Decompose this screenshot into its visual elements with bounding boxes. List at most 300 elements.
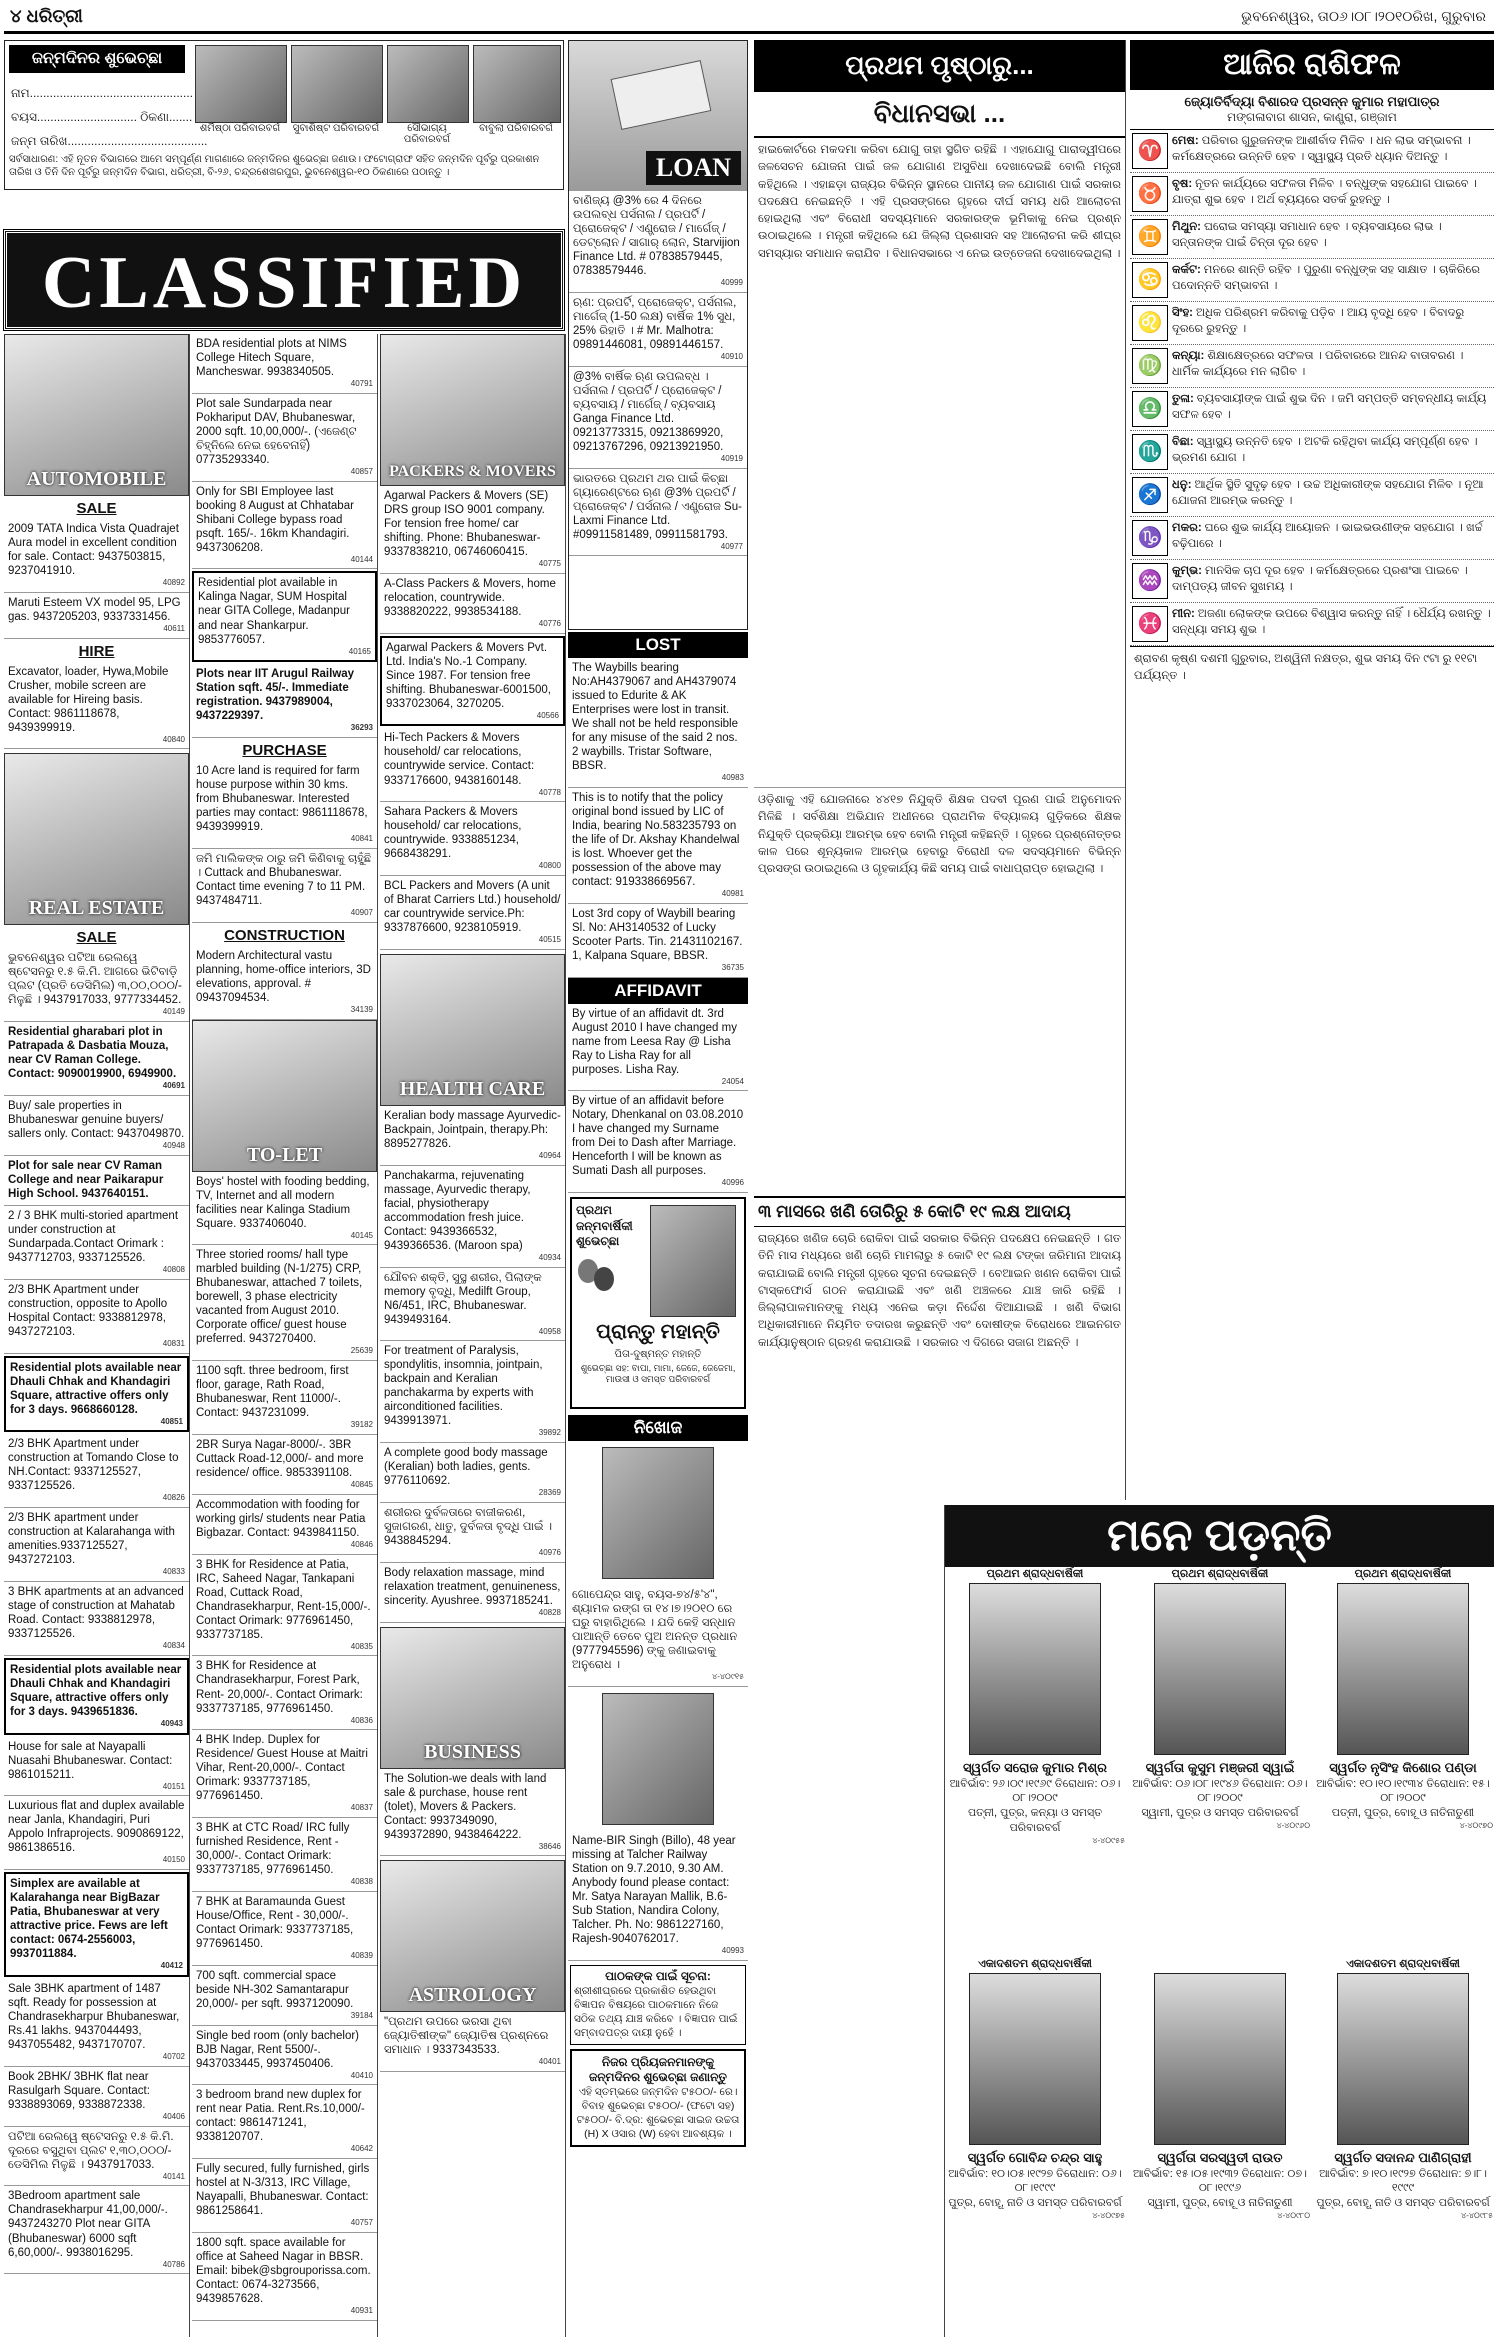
memorial-dates: ଆବିର୍ଭାବ: ୨୬।୦୯।୧୯୬୯ ତିରୋଧାନ: ୦୬।୦୮।୨୦୦୯	[949, 1777, 1121, 1805]
zodiac-text: ନୂତନ କାର୍ଯ୍ୟରେ ସଫଳତା ମିଳିବ । ବନ୍ଧୁଙ୍କ ସହଯୋଗ ପାଇବେ । ଯାତ୍ରା ଶୁଭ ହେବ । ଅର୍ଥ ବ୍ୟୟରେ ସତର୍କ ରୁହନ୍ତୁ ।	[1172, 178, 1477, 207]
ad-text: 3 BHK for Residence at Chandrasekharpur, Forest Park, Rent- 20,000/-. Contact Orimark: 9337737185, 9776961450.	[196, 1660, 363, 1715]
page-header	[4, 0, 1494, 34]
memorial-section	[944, 1505, 1494, 2337]
loan-banner-image	[569, 41, 747, 191]
ad-text: ଜମି ମାଲିକଙ୍କ ଠାରୁ ଜମି କିଣିବାକୁ ଚାହୁଁଛି । Cuttack and Bhubaneswar. Contact time evening 7 to 11 PM. 9437484711.	[196, 852, 372, 907]
classified-ad	[380, 802, 565, 876]
reader-info-heading: ପାଠକଙ୍କ ପାଇଁ ସୂଚନା:	[605, 1968, 711, 1983]
zodiac-text: ପରିବାର ଗୁରୁଜନଙ୍କ ଆଶୀର୍ବାଦ ମିଳିବ । ଧନ ଲାଭ ସମ୍ଭାବନା । କର୍ମକ୍ଷେତ୍ରରେ ଉନ୍ନତି ହେବ । ସ୍ୱାସ୍ଥ୍ୟ ପ୍ରତି ଧ୍ୟାନ ଦିଅନ୍ତୁ ।	[1172, 135, 1471, 164]
memorial-photo	[969, 1973, 1101, 2145]
ad-text: House for sale at Nayapalli Nuasahi Bhubaneswar. Contact: 9861015211.	[8, 1740, 173, 1781]
loan-section	[568, 40, 748, 630]
classified-ad	[192, 2233, 377, 2321]
memorial-dates: ଆବିର୍ଭାବ: ୧୫।୦୫।୧୯୩୨ ତିରୋଧାନ: ୦୭।୦୮।୧୯୯୬	[1132, 2167, 1308, 2195]
ad-text: "ପ୍ରଥମ ଉପରେ ଭରସା ଥିବା ଜ୍ୟୋତିଷୀଙ୍କ" ଜ୍ୟୋତିଷ ପ୍ରଶ୍ନରେ ସମାଧାନ । 9337343533.	[384, 2016, 549, 2057]
purchase-heading: PURCHASE	[242, 742, 327, 760]
ad-text: Buy/ sale properties in Bhubaneswar genuine buyers/ sallers only. Contact: 9437049870.	[8, 1100, 185, 1141]
classified-ad	[4, 1096, 189, 1156]
ad-text: Plot for sale near CV Raman College and near Paikarapur High School. 9437640151.	[8, 1159, 164, 1200]
zodiac-icon: ♊	[1132, 219, 1168, 255]
memorial-code: ୪-୪୦୯୭୫	[1092, 2211, 1125, 2221]
zodiac-name: କୁମ୍ଭ:	[1172, 565, 1202, 577]
classified-ad	[192, 849, 377, 923]
automobile-hire-ads	[4, 662, 189, 750]
zodiac-sign	[1130, 130, 1494, 173]
zodiac-icon: ♌	[1132, 305, 1168, 341]
classified-ad	[192, 2085, 377, 2159]
zodiac-icon: ♏	[1132, 434, 1168, 470]
currency-note-icon	[611, 60, 712, 130]
memorial-dates: ଆବିର୍ଭାବ: ୭।୧୦।୧୯୨୭ ତିରୋଧାନ: ୭।୮।୧୯୯୯	[1319, 2167, 1487, 2195]
ad-code: 40833	[162, 1567, 185, 1577]
classified-ad	[380, 728, 565, 802]
ad-text: Residential plots available near Dhauli Chhak and Khandagiri Square, attractive offers only for 3 days. 9439651836.	[10, 1663, 182, 1718]
memorial-entry	[1313, 1957, 1493, 2222]
zodiac-name: ସିଂହ:	[1172, 307, 1193, 319]
affidavit-ads	[568, 1004, 748, 1194]
memorial-dates: ଆବିର୍ଭାବ: ୦୬।୦୮।୧୯୪୬ ତିରୋଧାନ: ୦୬।୦୮।୨୦୦୯	[1132, 1777, 1308, 1805]
memorial-family: ପତ୍ନୀ, ପୁତ୍ର, କନ୍ୟା ଓ ସମସ୍ତ ପରିବାରବର୍ଗ	[967, 1807, 1103, 1835]
zodiac-name: କନ୍ୟା:	[1172, 350, 1205, 362]
memorial-tag: ପ୍ରଥମ ଶ୍ରାଦ୍ଧବାର୍ଷିକୀ	[1171, 1568, 1269, 1580]
classified-ad	[192, 2026, 377, 2086]
front-page-continuation	[754, 40, 1126, 1500]
ad-code: 40838	[350, 1877, 373, 1887]
astrology-image	[380, 1860, 565, 2012]
ad-code: 40566	[536, 710, 559, 720]
ad-text: 1800 sqft. space available for office at Saheed Nagar in BBSR. Email: bibek@sbgrouporissa.com. Contact: 0674-3273566, 9439857628.	[196, 2236, 371, 2306]
ad-text: Sale 3BHK apartment of 1487 sqft. Ready for possession at Chandrasekharpur Bhubaneswar, Rs.41 lakhs. 9437044493, 9437055482, 9437170707.	[8, 1983, 180, 2052]
ad-text: The Waybills bearing No:AH4379067 and AH4379074 issued to Edurite & AK Enterprises were lost in transit. We shall not be held responsible for any misuse of the said 2 nos. 2 waybills. Tristar Software, BBSR.	[572, 662, 739, 773]
zodiac-name: ମେଷ:	[1172, 135, 1199, 147]
memorial-name: ସ୍ୱର୍ଗତ ସରୋଜ କୁମାର ମିଶ୍ର	[962, 1760, 1108, 1775]
memorial-dates: ଆବିର୍ଭାବ: ୧୦।୦୫।୧୯୨୭ ତିରୋଧାନ: ୦୬।୦୮।୧୯୯୯	[948, 2167, 1122, 2195]
loan-ads	[569, 191, 747, 556]
zodiac-icon: ♈	[1132, 133, 1168, 169]
classified-ad	[4, 1434, 189, 1508]
classified-ad	[4, 593, 189, 639]
zodiac-name: ବିଛା:	[1172, 436, 1194, 448]
ad-code: 40834	[162, 1641, 185, 1651]
ad-code: 39892	[538, 1428, 561, 1438]
classified-ad	[4, 2127, 189, 2187]
classified-ad	[380, 1166, 565, 1268]
missing-ad: Name-BIR Singh (Billo), 48 year missing at Talcher Railway Station on 9.7.2010, 9.30 AM. Anybody found please contact: Mr. Satya Narayan Mallik, B.6-Sub Station, Nandira Colony, Talcher. Ph. No: 9861227160, Rajesh-9040762017. 40993	[568, 1831, 748, 1961]
ad-text: Residential plot available in Kalinga Nagar, SUM Hospital near GITA College, Madanpur and near Shankarpur. 9853776057.	[198, 577, 350, 646]
memorial-family: ପତ୍ନୀ, ପୁତ୍ର, ବୋହୂ ଓ ନାତିନାତୁଣୀ	[1331, 1807, 1475, 1820]
loan-label: LOAN	[646, 151, 741, 185]
ad-text: 3 BHK apartments at an advanced stage of construction at Mahatab Road. Contact: 9338812978, 9337125526.	[8, 1585, 184, 1640]
ad-code: 40144	[350, 554, 373, 564]
classified-ad	[569, 191, 747, 293]
classified-ad	[192, 1495, 377, 1555]
ad-code: 40839	[350, 1950, 373, 1960]
ad-code: 40776	[538, 618, 561, 628]
zodiac-icon: ♍	[1132, 348, 1168, 384]
ad-text: Sahara Packers & Movers household/ car relocations, countrywide. 9338851234, 9668438291.	[384, 806, 522, 861]
ad-code: 40983	[721, 773, 744, 783]
zodiac-text: ମନରେ ଶାନ୍ତି ରହିବ । ପୁରୁଣା ବନ୍ଧୁଙ୍କ ସହ ସାକ୍ଷାତ । ଚାକିରିରେ ପଦୋନ୍ନତି ସମ୍ଭାବନା ।	[1172, 264, 1480, 293]
lost-ads	[568, 658, 748, 978]
classified-ad	[192, 1966, 377, 2026]
ad-text: 2 / 3 BHK multi-storied apartment under construction at Sundarpada.Contact Orimark : 9437712703, 9337125526.	[8, 1209, 179, 1264]
ad-code: 40996	[721, 1178, 744, 1188]
zodiac-text: ଅଜଣା ଲୋକଙ୍କ ଉପରେ ବିଶ୍ୱାସ କରନ୍ତୁ ନାହିଁ । ଧୈର୍ଯ୍ୟ ରଖନ୍ତୁ । ସନ୍ଧ୍ୟା ସମୟ ଶୁଭ ।	[1172, 608, 1491, 637]
birthday-form	[11, 81, 208, 153]
zodiac-text: ବ୍ୟବସାୟୀଙ୍କ ପାଇଁ ଶୁଭ ଦିନ । ଜମି ସମ୍ପତ୍ତି ସମ୍ବନ୍ଧୀୟ କାର୍ଯ୍ୟ ସଫଳ ହେବ ।	[1172, 393, 1487, 422]
classified-ad	[4, 1022, 189, 1096]
horoscope-address: ମଙ୍ଗଳାବାଗ ଶାସନ, କାଣ୍ଡ୍ରା, ଗଞ୍ଜାମ	[1130, 110, 1494, 130]
horoscope-title: ଆଜିର ରାଶିଫଳ	[1130, 40, 1494, 90]
missing-ad: ଗୋପେନ୍ଦ୍ର ସାହୁ, ବୟସ-୭୪/୫'୪", ଶ୍ୟାମଳ ରଙ୍ଗ ତା ୧୪।୭।୨୦୧୦ ରେ ଘରୁ ବାହାରିଥିଲେ । ଯଦି କେହି ସନ୍ଧାନ ପାଆନ୍ତି ତେବେ ପୁଅ ଅନନ୍ତ ପ୍ରଧାନ (9777945596) ଙ୍କୁ ଜଣାଇବାକୁ ଅନୁରୋଧ । ୪-୪୦୯୧୫	[568, 1585, 748, 1687]
ad-code: 40958	[538, 1326, 561, 1336]
memorial-photo	[1154, 1583, 1286, 1755]
ad-text: ବାଣିଜ୍ୟ @3% ରେ 4 ଦିନରେ ଉପଲବ୍ଧ ପର୍ସନାଲ / ପ୍ରପର୍ଟି / ପ୍ରୋଜେକ୍ଟ / ଏଣ୍ଡ୍ରୋଜ / ମାର୍ଗେଜ୍ / ଡେଟ୍‌ଲୋନ / ସାଗାର୍‌ ଲୋନ, Starvijion Finance Ltd. # 07838579445, 07838579446.	[573, 195, 740, 278]
zodiac-name: କର୍କଟ:	[1172, 264, 1201, 276]
ad-text: 3 bedroom brand new duplex for rent near Patia. Rent.Rs.10,000/- contact: 9861471241, 9338120707.	[196, 2089, 365, 2144]
memorial-photo	[969, 1583, 1101, 1755]
ad-text: Excavator, loader, Hywa,Mobile Crusher, mobile screen are available for Hireing basis. Contact: 9861118678, 9439399919.	[8, 665, 169, 734]
classified-ad	[192, 1656, 377, 1730]
real-estate-label: REAL ESTATE	[28, 897, 165, 920]
dateline: ଭୁବନେଶ୍ୱର, ତା୦୬।୦୮।୨୦୧୦ରିଖ, ଗୁରୁବାର	[1241, 8, 1486, 24]
zodiac-text: ଘରୋଇ ସମସ୍ୟା ସମାଧାନ ହେବ । ବ୍ୟବସାୟରେ ଲାଭ । ସନ୍ତାନଙ୍କ ପାଇଁ ଚିନ୍ତା ଦୂର ହେବ ।	[1172, 221, 1442, 250]
ad-text: 10 Acre land is required for farm house purpose within 30 kms. from Bhubaneswar. Interested parties may contact: 9861118678, 9439399919.	[196, 765, 368, 834]
ad-text: ଯୌବନ ଶକ୍ତି, ସୁସ୍ଥ ଶରୀର, ପିଲାଙ୍କ memory ବୃଦ୍ଧି, Medilft Group, N6/451, IRC, Bhubaneswar. 9439493164.	[384, 1271, 542, 1326]
to-let-label: TO-LET	[246, 1143, 323, 1166]
ad-text: Fully secured, fully furnished, girls hostel at N-3/313, IRC Village, Nayapalli, Bhubaneswar. Contact: 9861258641.	[196, 2163, 370, 2218]
zodiac-sign	[1130, 259, 1494, 302]
ad-code: 40145	[350, 1230, 373, 1240]
ad-code: 40934	[538, 1252, 561, 1262]
ad-text: 2/3 BHK apartment under construction at Kalarahanga with amenities.9337125527, 9437272103.	[8, 1512, 175, 1567]
ad-text: 4 BHK Indep. Duplex for Residence/ Guest House at Maitri Vihar, Rent-20,000/-. Contact Orimark: 9337737185, 9776961450.	[196, 1734, 368, 1803]
ad-code: 40800	[538, 861, 561, 871]
memorial-name: ସ୍ୱର୍ଗତା ସରସ୍ୱତୀ ରାଉତ	[1157, 2150, 1283, 2165]
ad-code: 40150	[162, 1855, 185, 1865]
ad-text: 2BR Surya Nagar-8000/-. 3BR Cuttack Road-12,000/- and more residence/ office. 9853391108.	[196, 1439, 364, 1480]
memorial-photo	[1337, 1583, 1469, 1755]
classified-ad	[4, 2067, 189, 2127]
reader-info-text: ଶ୍ରୀଶୀଘ୍ରରେ ପ୍ରକାଶିତ ହେଉଥିବା ବିଜ୍ଞାପନ ବିଷୟରେ ପାଠକମାନେ ନିଜେ ସଠିକ ତଥ୍ୟ ଯାଞ୍ଚ କରିବେ । ବିଜ୍ଞାପନ ପାଇଁ ସମ୍ବାଦପତ୍ର ଦାୟୀ ନୁହେଁ ।	[574, 1984, 738, 2040]
reader-info-box	[570, 1965, 746, 2045]
baby-photo	[650, 1205, 736, 1317]
ad-code: 40149	[162, 1007, 185, 1017]
classified-ad	[4, 1508, 189, 1582]
classified-ad	[192, 1361, 377, 1435]
missing-person-photo	[602, 1447, 714, 1579]
ad-text: @3% ବାର୍ଷିକ ଋଣ ଉପଲବ୍ଧ । ପର୍ସନାଲ / ପ୍ରପର୍ଟି / ପ୍ରୋଜେକ୍ଟ / ବ୍ୟବସାୟ / ମାର୍ଗେଜ୍ / ବ୍ୟବସାୟ Ganga Finance Ltd. 09213773315, 09213869920, 09213767296, 09213921950.	[573, 370, 724, 453]
ad-code: 40857	[350, 466, 373, 476]
zodiac-icon: ♓	[1132, 606, 1168, 642]
ad-code: 40977	[720, 541, 743, 551]
classified-ad	[568, 1091, 748, 1193]
memorial-name: ସ୍ୱର୍ଗତା କୁସୁମ ମଞ୍ଜରୀ ସ୍ୱାଇଁ	[1145, 1760, 1295, 1775]
ad-text: Three storied rooms/ hall type marbled building (N-1/275) CRP, Bhubaneswar, attached 7 toilets, borewell, 3 phase electricity vacanted from August 2010. Corporate office/ guest house preferred. 9437270400.	[196, 1249, 363, 1346]
classified-ad	[192, 1730, 377, 1818]
zodiac-name: ତୁଳା:	[1172, 393, 1194, 405]
classified-ad	[192, 482, 377, 570]
ad-text: Panchakarma, rejuvenating massage, Ayurvedic therapy, facial, physiotherapy accommodation fresh juice. Contact: 9439366532, 9439366536. (Maroon spa)	[384, 1169, 531, 1252]
ad-code: 24054	[721, 1076, 744, 1086]
ad-text: Residential gharabari plot in Patrapada & Dasbatia Mouza, near CV Raman College. Contact: 9090019900, 6949900.	[8, 1026, 177, 1081]
ad-text: ଭୁବନେଶ୍ୱର ପଟିଆ ରେଲୱେ ଷ୍ଟେସନରୁ ୧.୫ କି.ମି. ଆଗରେ ଭିଟିବାଡ଼ି ପ୍ଲଟ (ପ୍ରତି ଡେସିମିଲ) ୩,୦୦,୦୦୦/- ମିଳୁଛି । 9437917033, 9777334452.	[8, 952, 182, 1007]
ad-code: 40691	[162, 1081, 185, 1091]
business-ads	[380, 1769, 565, 1857]
ad-code: 40791	[350, 379, 373, 389]
zodiac-name: ମିଥୁନ:	[1172, 221, 1201, 233]
classified-ad	[380, 1503, 565, 1563]
ad-text: ଋଣ: ପ୍ରପର୍ଟି, ପ୍ରୋଜେକ୍ଟ, ପର୍ସନାଲ, ମାର୍ଗେଜ୍ (1-50 ଲକ୍ଷ) ବାର୍ଷିକ 1% ସୁଧ, 25% ରିହାତି । # Mr. Malhotra: 09891446081, 09891446157.	[573, 296, 737, 351]
ad-code: 40837	[350, 1803, 373, 1813]
classified-ad	[4, 1658, 189, 1735]
mining-headline: ୩ ମାସରେ ଖଣି ତୋରିରୁ ୫ କୋଟି ୧୯ ଲକ୍ଷ ଆଦାୟ	[754, 1196, 1125, 1227]
ad-code: 40141	[162, 2171, 185, 2181]
child-caption: ସୌଭାଗ୍ୟ ପରିବାରବର୍ଗ	[403, 123, 451, 145]
ad-text: Boys' hostel with fooding bedding, TV, Internet and all modern facilities near Kalinga Stadium Square. 9337406040.	[196, 1175, 370, 1230]
ad-code: 40840	[162, 734, 185, 744]
front-subtitle: ବିଧାନସଭା ...	[754, 92, 1125, 138]
ad-text: Modern Architectural vastu planning, home-office interiors, 3D elevations, approval. # 09437094534.	[196, 949, 371, 1004]
ad-text: 3 BHK for Residence at Patia, IRC, Saheed Nagar, Tankapani Road, Cuttack Road, Chandrasekharpur, Rent-15,000/-. Contact Orimark: 9776961450, 9337737185.	[196, 1558, 371, 1641]
memorial-entry	[945, 1957, 1125, 2222]
astrology-label: ASTROLOGY	[408, 1984, 537, 2007]
ad-text: A complete good body massage (Keralian) both ladies, gents. 9776110692.	[384, 1447, 548, 1488]
ad-code: 40412	[160, 1961, 183, 1971]
memorial-entry	[1130, 1957, 1310, 2222]
classified-ad	[192, 571, 377, 662]
ad-text: Plot sale Sundarpada near Pokhariput DAV, Bhubaneswar, 2000 sqft. 10,00,000/-. (ଏଜେଣ୍ଟ ଚିହ୍ନିଲେ ନେଇ ହେବେନାହିଁ) 07735293340.	[196, 397, 357, 466]
ad-text: For treatment of Paralysis, spondylitis, insomnia, jointpain, backpain and Keralian panchakarma by experts with airconditioned facilities. 9439913971.	[384, 1345, 543, 1428]
zodiac-text: ମାନସିକ ଚାପ ଦୂର ହେବ । କର୍ମକ୍ଷେତ୍ରରେ ପ୍ରଶଂସା ପାଇବେ । ଦାମ୍ପତ୍ୟ ଜୀବନ ସୁଖମୟ ।	[1172, 565, 1468, 594]
form-age-line: ବୟସ.............................. ଠିକଣା.......	[11, 110, 193, 124]
ad-code: 40642	[350, 2144, 373, 2154]
ad-code: 40151	[162, 1781, 185, 1791]
real-estate-image	[4, 753, 189, 925]
ad-text: By virtue of an affidavit dt. 3rd August 2010 I have changed my name from Leesa Ray @ Lisha Ray to Lisha Ray for all purposes. Lisha Ray.	[572, 1007, 737, 1076]
ad-code: 40778	[538, 787, 561, 797]
form-name-line: ନାମ.................................................	[11, 86, 193, 100]
ad-code: 40702	[162, 2052, 185, 2062]
packers-ads	[380, 486, 565, 950]
ad-text: Only for SBI Employee last booking 8 August at Chhatabar Shibani College bypass road psqft. 165/-. 16km Khandagiri. 9437306208.	[196, 485, 354, 554]
classified-ad	[4, 1582, 189, 1656]
ad-code: 40931	[350, 2306, 373, 2316]
lost-heading: LOST	[568, 632, 748, 658]
classified-ad	[192, 1245, 377, 1361]
classified-ad	[568, 1004, 748, 1092]
ad-code: 40892	[162, 578, 185, 588]
classified-ad	[380, 1268, 565, 1342]
ad-text: 3 BHK at CTC Road/ IRC fully furnished Residence, Rent - 30,000/-. Contact Orimark: 9337737185, 9776961450.	[196, 1822, 350, 1877]
classified-ad	[192, 946, 377, 1020]
classified-ad	[4, 1280, 189, 1354]
zodiac-icon: ♉	[1132, 176, 1168, 212]
panji: ଶ୍ରାବଣ କୃଷ୍ଣ ଦଶମୀ ଗୁରୁବାର, ଅଶ୍ୱିନୀ ନକ୍ଷତ୍ର, ଶୁଭ ସମୟ ଦିନ ୯ଟା ରୁ ୧୧ଟା ପର୍ଯ୍ୟନ୍ତ ।	[1130, 646, 1494, 688]
affidavit-heading: AFFIDAVIT	[568, 978, 748, 1004]
memorial-photo	[1154, 1973, 1286, 2145]
classified-ad	[4, 662, 189, 750]
memorial-code: ୪-୪୦୯୫୫	[1092, 1835, 1125, 1845]
rate-box-text: ଏହି ସ୍ତମ୍ଭରେ ଜନ୍ମଦିନ ଟ୫୦୦/- ରେ। ବିବାହ ଶୁଭେଚ୍ଛା ଟ୫୦୦/- (ଫଟୋ ସହ) ଟ୫୦୦/- ବି.ଦ୍ର: ଶୁଭେଚ୍ଛା ସାଇଜ ଉଚ୍ଚତା (H) X ଓସାର (W) ହେବା ଆବଶ୍ୟକ ।	[576, 2085, 740, 2141]
purchase-ads	[192, 761, 377, 923]
classified-ad	[192, 1172, 377, 1246]
classified-ad	[569, 469, 747, 557]
ad-text: Book 2BHK/ 3BHK flat near Rasulgarh Square. Contact: 9338893069, 9338872338.	[8, 2070, 150, 2111]
ad-text: Agarwal Packers & Movers (SE) DRS group ISO 9001 company. For tension free home/ car shifting. Phone: Bhubaneswar- 9337838210, 06746060415.	[384, 490, 549, 559]
rate-box	[570, 2049, 746, 2148]
ad-code: 40910	[720, 351, 743, 361]
memorial-entry	[945, 1567, 1125, 1847]
front-body-1: ହାଇକୋର୍ଟରେ ମକଦମା କରିବା ଯୋଗୁ ତାହା ସ୍ଥଗିତ ରହିଛି । ଏହାଯୋଗୁ ପାରାଦ୍ୱୀପରେ ଜଳସେଚନ ଯୋଜନା ପାଇଁ ଜଳ ଯୋଗାଣ ଅସୁବିଧା ଦେଖାଦେଇଛି ବୋଲି ମନ୍ତ୍ରୀ କହିଥିଲେ । ଏହାଛଡ଼ା ରାଜ୍ୟର ବିଭିନ୍ନ ସ୍ଥାନରେ ପାନୀୟ ଜଳ ଯୋଗାଣ ପାଇଁ ସରକାର ପଦକ୍ଷେପ ନେଇଛନ୍ତି । ଏହି ପ୍ରସଙ୍ଗରେ ଗୃହରେ ଦୀର୍ଘ ସମୟ ଧରି ଆଲୋଚନା ହୋଇଥିଲା ଏବଂ ବିରୋଧୀ ସଦସ୍ୟମାନେ ସରକାରଙ୍କ ଭୂମିକାକୁ ନେଇ ପ୍ରଶ୍ନ ଉଠାଇଥିଲେ । ମନ୍ତ୍ରୀ କହିଥିଲେ ଯେ ଜିଲ୍ଲା ପ୍ରଶାସନ ସହ ଆଲୋଚନା କରି ଶୀଘ୍ର ସମସ୍ୟାର ସମାଧାନ କରାଯିବ । ବିଧାନସଭାରେ ଏ ନେଇ ଉତ୍ତେଜନା ଦେଖାଦେଇଥିଲା ।	[758, 144, 1121, 260]
memorial-name: ସ୍ୱର୍ଗତ ଗୋବିନ୍ଦ ଚନ୍ଦ୍ର ସାହୁ	[967, 2150, 1103, 2165]
ad-code: 40976	[538, 1548, 561, 1558]
ad-code: 40835	[350, 1641, 373, 1651]
ad-text: Residential plots available near Dhauli Chhak and Khandagiri Square, attractive offers only for 3 days. 9668660128.	[10, 1361, 182, 1416]
ad-text: Simplex are available at Kalarahanga near BigBazar Patia, Bhubaneswar at very attractive price. Fews are left contact: 0674-2556003, 9937011884.	[10, 1878, 168, 1961]
ad-code: 40828	[538, 1607, 561, 1617]
ad-text: Accommodation with fooding for working girls/ students near Patia Bigbazar. Contact: 9439841150.	[196, 1498, 366, 1539]
zodiac-text: ସ୍ୱାସ୍ଥ୍ୟ ଉନ୍ନତି ହେବ । ଅଟକି ରହିଥିବା କାର୍ଯ୍ୟ ସମ୍ପୂର୍ଣ୍ଣ ହେବ । ଭ୍ରମଣ ଯୋଗ ।	[1172, 436, 1478, 465]
memorial-dates: ଆବିର୍ଭାବ: ୧୦।୧୦।୧୯୩୪ ତିରୋଧାନ: ୧୫।୦୮।୨୦୦୯	[1316, 1777, 1490, 1805]
classified-ad	[4, 1156, 189, 1206]
memorial-code: ୪-୪୦୯୮୫	[1461, 2211, 1493, 2221]
health-care-image	[380, 954, 565, 1106]
ad-code: 39184	[350, 2010, 373, 2020]
ad-text: 2/3 BHK Apartment under construction at Tomando Close to NH.Contact: 9337125527, 9337125526.	[8, 1438, 179, 1493]
balloons-icon	[578, 1259, 618, 1315]
automobile-image	[4, 334, 189, 496]
memorial-tag: ଏକାଦଶତମ ଶ୍ରାଦ୍ଧବାର୍ଷିକୀ	[978, 1958, 1092, 1970]
ad-code: 40841	[350, 834, 373, 844]
ad-code: 40401	[538, 2057, 561, 2067]
column-plots-tolet	[192, 334, 378, 2337]
ad-code: 40831	[162, 1338, 185, 1348]
zodiac-sign	[1130, 560, 1494, 603]
classified-banner: CLASSIFIED	[4, 230, 564, 330]
missing-person-photo	[602, 1693, 714, 1825]
zodiac-sign	[1130, 474, 1494, 517]
ad-code: 40851	[160, 1416, 183, 1426]
memorial-tag: ପ୍ରଥମ ଶ୍ରାଦ୍ଧବାର୍ଷିକୀ	[1354, 1568, 1452, 1580]
memorial-tag: ଏକାଦଶତମ ଶ୍ରାଦ୍ଧବାର୍ଷିକୀ	[1346, 1958, 1460, 1970]
zodiac-sign	[1130, 173, 1494, 216]
ad-text: 1100 sqft. three bedroom, first floor, garage, Rath Road, Bhubaneswar, Rent 11000/-. Contact: 9437231099.	[196, 1365, 349, 1420]
classified-ad	[192, 1892, 377, 1966]
classified-ad	[192, 1818, 377, 1892]
memorial-entry	[1130, 1567, 1310, 1832]
zodiac-sign	[1130, 517, 1494, 560]
baby-name: ପ୍ରାନ୍ତୁ ମହାନ୍ତି	[596, 1321, 720, 1344]
zodiac-name: ଧନୁ:	[1172, 479, 1192, 491]
classified-ad	[380, 2012, 565, 2072]
zodiac-icon: ♎	[1132, 391, 1168, 427]
construction-ads	[192, 946, 377, 1020]
astrology-ads	[380, 2012, 565, 2072]
classified-ad	[192, 334, 377, 394]
classified-ad	[192, 761, 377, 849]
memorial-family: ପୁତ୍ର, ବୋହୂ, ନାତି ଓ ସମସ୍ତ ପରିବାରବର୍ଗ	[1316, 2197, 1490, 2210]
birthday-note: ସର୍ବସାଧାରଣ: ଏହି ନୂତନ ବିଭାଗରେ ଆମେ ସମ୍ପୂର୍ଣ୍ଣ ମାଗଣାରେ ଜନ୍ମଦିନର ଶୁଭେଚ୍ଛା ଜଣାଉ। ଫଟୋଗ୍ରାଫ ସହିତ ଜନ୍ମଦିନ ପୂର୍ବରୁ ପ୍ରକାଶନ ତାରିଖ ଓ ତିନି ଦିନ ପୂର୍ବରୁ ଜନ୍ମଦିନ ବିଭାଗ, ଧରିତ୍ରୀ, ବି-୨୬, ଚନ୍ଦ୍ରଶେଖରପୁର, ଭୁବନେଶ୍ୱର-୧୦ ଠିକଣାରେ ପଠାନ୍ତୁ ।	[9, 154, 540, 178]
zodiac-sign	[1130, 603, 1494, 646]
real-estate-sale-heading: SALE	[76, 929, 117, 947]
classified-ad	[380, 1106, 565, 1166]
zodiac-name: ବୃଷ:	[1172, 178, 1193, 190]
ad-text: 2/3 BHK Apartment under construction, opposite to Apollo Hospital Contact: 9338812978, 9437272103.	[8, 1283, 168, 1338]
memorial-photo	[1337, 1973, 1469, 2145]
ad-code: 40515	[538, 935, 561, 945]
ad-code: 40410	[350, 2070, 373, 2080]
ad-code: 40775	[538, 559, 561, 569]
memorial-family: ପୁତ୍ର, ବୋହୂ, ନାତି ଓ ସମସ୍ତ ପରିବାରବର୍ଗ	[948, 2197, 1122, 2210]
missing-heading: ନିଖୋଜ	[568, 1415, 748, 1441]
ad-code: 36735	[721, 962, 744, 972]
ad-code: 40846	[350, 1539, 373, 1549]
ad-text: Body relaxation massage, mind relaxation treatment, genuineness, sincerity. Ayushree. 9937185241.	[384, 1566, 561, 1607]
memorial-tag	[1130, 1957, 1310, 1973]
child-caption: ଶର୍ମିଷ୍ଠା ପରିବାରବର୍ଗ	[199, 123, 281, 134]
ad-code: 40845	[350, 1480, 373, 1490]
memorial-name: ସ୍ୱର୍ଗତ ସଦାନନ୍ଦ ପାଣିଗ୍ରାହୀ	[1334, 2150, 1472, 2165]
classified-ad	[380, 1563, 565, 1623]
ad-text: BCL Packers and Movers (A unit of Bharat Carriers Ltd.) household/ car countrywide service.Ph: 9337876600, 9238105919.	[384, 880, 561, 935]
memorial-code: ୪-୪୦୯୭୦	[1459, 1821, 1493, 1831]
zodiac-sign	[1130, 388, 1494, 431]
column-automobile-realestate	[4, 334, 190, 2337]
automobile-label: AUTOMOBILE	[26, 468, 167, 490]
ad-text: 700 sqft. commercial space beside NH-302 Samantarapur 20,000/- per sqft. 9937120090.	[196, 1969, 354, 2010]
classified-ad	[4, 1206, 189, 1280]
zodiac-icon: ♋	[1132, 262, 1168, 298]
classified-ad	[568, 658, 748, 788]
classified-ad	[192, 1435, 377, 1495]
classified-ad	[4, 1796, 189, 1870]
baby-parent: ପିତା-ଦୁଷ୍ମନ୍ତ ମହାନ୍ତି	[614, 1349, 702, 1361]
construction-heading: CONSTRUCTION	[224, 926, 345, 944]
page-number: ୪ ଧରିତ୍ରୀ	[10, 6, 83, 26]
zodiac-text: ଘରେ ଶୁଭ କାର୍ଯ୍ୟ ଆୟୋଜନ । ଭାଇଭଉଣୀଙ୍କ ସହଯୋଗ । ଖର୍ଚ୍ଚ ବଢ଼ିପାରେ ।	[1172, 522, 1483, 551]
ad-text: BDA residential plots at NIMS College Hitech Square, Mancheswar. 9938340505.	[196, 338, 347, 379]
classified-ad	[192, 394, 377, 482]
ad-code: 40757	[350, 2218, 373, 2228]
classified-ad	[4, 1872, 189, 1977]
classified-ad	[569, 367, 747, 469]
zodiac-icon: ♑	[1132, 520, 1168, 556]
ad-code: 40907	[350, 907, 373, 917]
ad-text: By virtue of an affidavit before Notary, Dhenkanal on 03.08.2010 I have changed my Surname from Dei to Dash after Marriage. Henceforth I will be known as Sumati Dash all purposes.	[572, 1095, 744, 1178]
to-let-ads	[192, 1172, 377, 2321]
memorial-name: ସ୍ୱର୍ଗତ ନୃସିଂହ କିଶୋର ପଣ୍ଡା	[1329, 1760, 1477, 1775]
child-photo	[291, 45, 383, 123]
ad-text: Luxurious flat and duplex available near Janla, Khandagiri, Puri Appolo Infraprojects. 9090869122, 9861386516.	[8, 1800, 185, 1855]
child-photo	[473, 45, 561, 123]
ad-text: Plots near IIT Arugul Railway Station sqft. 45/-. Immediate registration. 9437989004, 9437229397.	[196, 668, 355, 723]
ad-code: 40406	[162, 2111, 185, 2121]
ad-text: Keralian body massage Ayurvedic-Backpain, Jointpain, therapy.Ph: 8895277826.	[384, 1109, 561, 1150]
bday-box-heading: ପ୍ରଥମ ଜନ୍ମବାର୍ଷିକୀ ଶୁଭେଚ୍ଛା	[576, 1203, 633, 1249]
classified-ad	[192, 2159, 377, 2233]
ad-text: Maruti Esteem VX model 95, LPG gas. 9437205203, 9337331456.	[8, 596, 181, 623]
zodiac-list	[1130, 130, 1494, 646]
form-date-line: ଜନ୍ମ ତାରିଖ..........................................	[11, 134, 208, 148]
ad-code: 36293	[350, 723, 373, 733]
zodiac-sign	[1130, 345, 1494, 388]
ad-text: This is to notify that the policy original bond issued by LIC of India, bearing No.583235793 on the life of Dr. Akshay Khandelwal is lost. Whoever get the possession of the above may contact: 919338669567.	[572, 791, 740, 888]
ad-code: 40964	[538, 1150, 561, 1160]
ad-code: 40826	[162, 1493, 185, 1503]
classified-ad	[380, 486, 565, 574]
packers-movers-label: PACKERS & MOVERS	[389, 463, 556, 480]
